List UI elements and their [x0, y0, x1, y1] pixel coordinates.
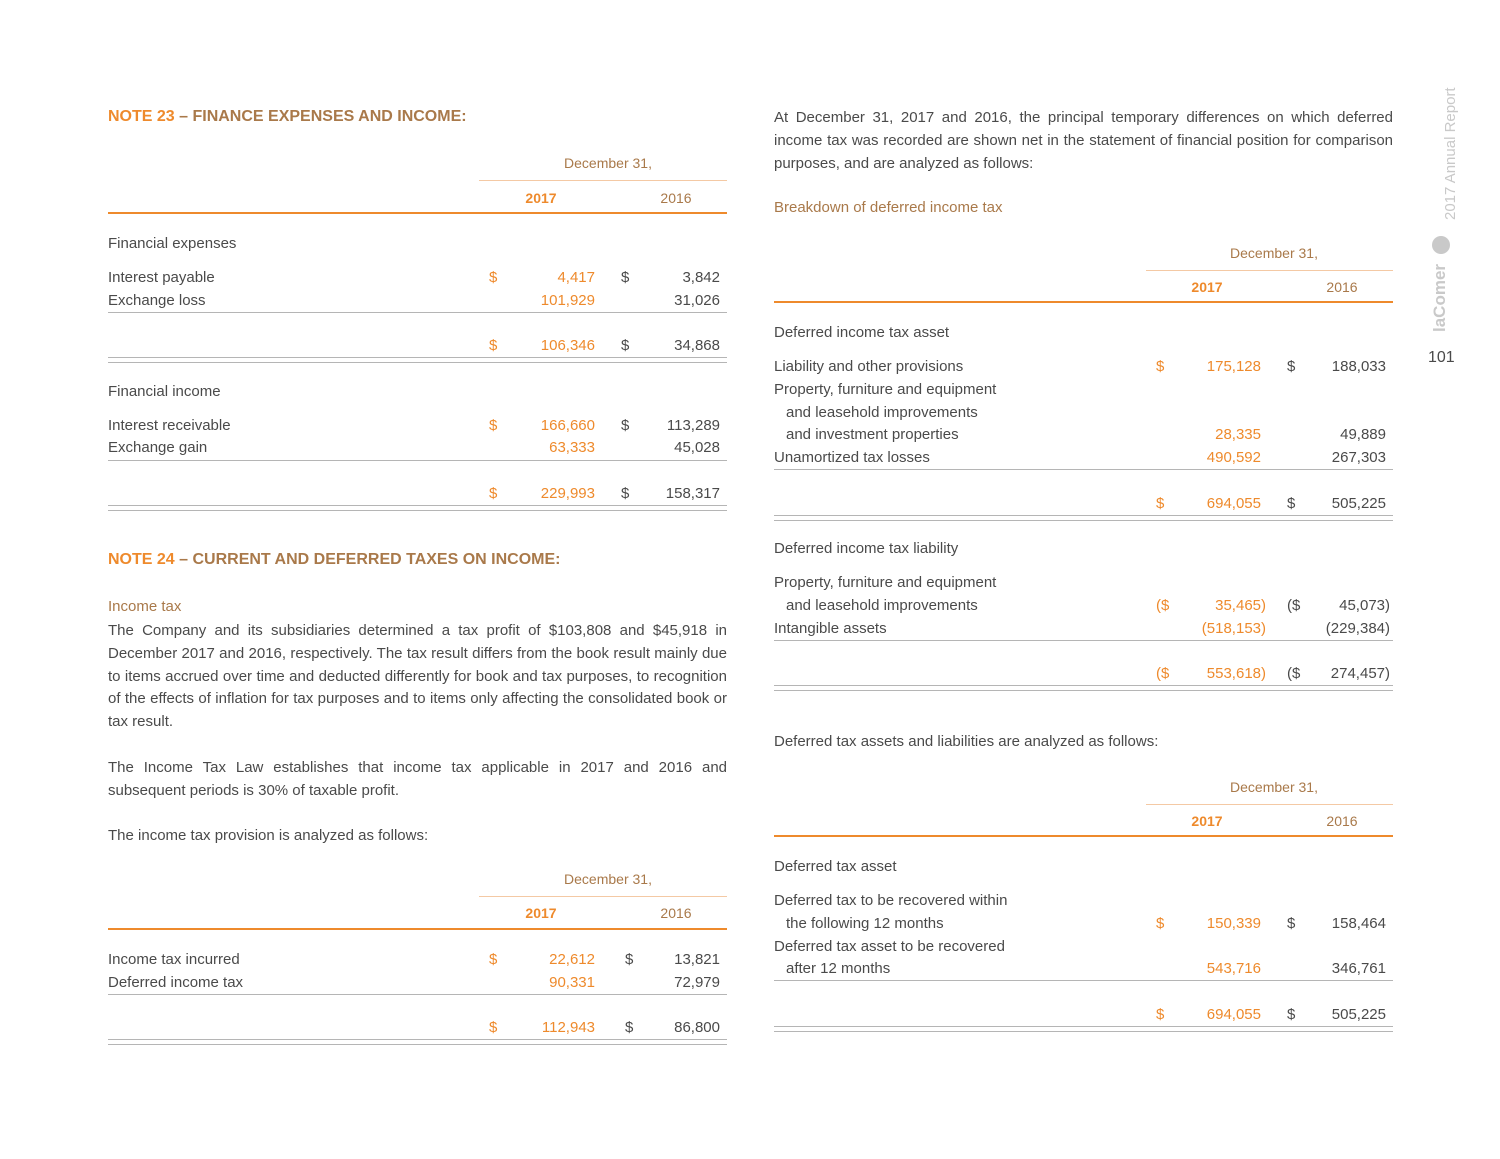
note23-section-expenses: Financial expenses: [108, 235, 237, 252]
value-2016: 45,073): [1339, 597, 1390, 614]
breakdown-col-2017: 2017: [1191, 279, 1223, 295]
note24-period-header: December 31,: [564, 871, 652, 887]
analysis-intro: Deferred tax assets and liabilities are analyzed as follows:: [774, 733, 1159, 750]
note23-row-label: Exchange gain: [108, 439, 208, 456]
note23-col-2016: 2016: [660, 190, 692, 206]
note24-header-rule: [108, 928, 727, 930]
currency-symbol: $: [621, 337, 630, 354]
liability-row-label: Property, furniture and equipment: [774, 574, 997, 591]
note23-col-2017: 2017: [525, 190, 557, 206]
value-2016: 72,979: [674, 974, 720, 991]
liability-subtotal-rule: [774, 640, 1393, 641]
total-2016: 505,225: [1331, 495, 1386, 512]
currency-symbol: $: [1287, 495, 1296, 512]
analysis-col-2017: 2017: [1191, 813, 1223, 829]
liability-total-double-rule: [774, 685, 1393, 691]
total-2016: 158,317: [665, 485, 720, 502]
value-2016: 3,842: [682, 269, 720, 286]
note23-row-label: Exchange loss: [108, 292, 206, 309]
currency-symbol: $: [489, 1019, 498, 1036]
note24-row-label: Income tax incurred: [108, 951, 240, 968]
currency-symbol: ($: [1287, 597, 1301, 614]
breakdown-title: Breakdown of deferred income tax: [774, 199, 1003, 216]
currency-symbol: $: [625, 951, 634, 968]
analysis-period-rule: [1146, 804, 1393, 805]
dta-row-label: Deferred tax to be recovered within: [774, 892, 1008, 909]
note24-title: [108, 551, 560, 569]
liability-section-title: Deferred income tax liability: [774, 540, 959, 557]
note24-number: NOTE 24: [108, 551, 175, 568]
report-title-vertical: 2017 Annual Report: [1442, 87, 1459, 220]
value-2016: 346,761: [1331, 960, 1386, 977]
currency-symbol: $: [489, 337, 498, 354]
dta-subtotal-rule: [774, 980, 1393, 981]
value-2016: 45,028: [674, 439, 720, 456]
dta-row-label-cont: after 12 months: [786, 960, 891, 977]
value-2017: 35,465): [1215, 597, 1266, 614]
asset-subtotal-rule: [774, 469, 1393, 470]
note23-title-text: – FINANCE EXPENSES AND INCOME:: [174, 108, 467, 125]
value-2017: 490,592: [1206, 449, 1261, 466]
note24-col-2017: 2017: [525, 905, 557, 921]
value-2016: 49,889: [1340, 426, 1386, 443]
currency-symbol: $: [625, 1019, 634, 1036]
asset-total-double-rule: [774, 515, 1393, 521]
total-2016: 34,868: [674, 337, 720, 354]
value-2016: 158,464: [1331, 915, 1386, 932]
analysis-header-rule: [774, 835, 1393, 837]
total-2017: 694,055: [1206, 1006, 1261, 1023]
total-2017: 694,055: [1206, 495, 1261, 512]
value-2017: (518,153): [1201, 620, 1266, 637]
breakdown-period-rule: [1146, 270, 1393, 271]
note23-total-double-rule: [108, 357, 727, 363]
total-2016: 505,225: [1331, 1006, 1386, 1023]
dta-row-label: Deferred tax asset to be recovered: [774, 938, 1005, 955]
note23-section-income: Financial income: [108, 383, 221, 400]
currency-symbol: $: [489, 951, 498, 968]
note23-title: [108, 108, 467, 126]
note23-period-rule: [479, 180, 727, 181]
asset-row-label: Property, furniture and equipment: [774, 381, 997, 398]
currency-symbol: $: [1156, 915, 1165, 932]
note24-paragraph: The Company and its subsidiaries determined a tax profit of $103,808 and $45,918 in December 2017 and 2016, respectively. The tax result differs from the book result mainly due to items accrued over time and deducted differently for book and tax purposes, to recognition of the effects of inflation for tax purposes and to items only affecting the consolidated book or tax result.: [108, 622, 727, 731]
asset-section-title: Deferred income tax asset: [774, 324, 950, 341]
currency-symbol: $: [621, 417, 630, 434]
breakdown-col-2016: 2016: [1326, 279, 1358, 295]
total-2017: 229,993: [540, 485, 595, 502]
dta-section-title: Deferred tax asset: [774, 858, 897, 875]
note23-subtotal-rule: [108, 312, 727, 313]
currency-symbol: ($: [1156, 665, 1170, 682]
liability-row-label-cont: and leasehold improvements: [786, 597, 978, 614]
value-2017: 63,333: [549, 439, 595, 456]
currency-symbol: ($: [1156, 597, 1170, 614]
note23-row-label: Interest receivable: [108, 417, 231, 434]
note23-header-rule: [108, 212, 727, 214]
asset-row-label: Unamortized tax losses: [774, 449, 930, 466]
note24-paragraph: The Income Tax Law establishes that income tax applicable in 2017 and 2016 and subsequent periods is 30% of taxable profit.: [108, 759, 727, 799]
right-intro-paragraph: At December 31, 2017 and 2016, the principal temporary differences on which deferred income tax was recorded are shown net in the statement of financial position for comparison purposes, and are analyzed as follows:: [774, 109, 1393, 172]
note24-row-label: Deferred income tax: [108, 974, 244, 991]
currency-symbol: $: [489, 485, 498, 502]
value-2017: 101,929: [540, 292, 595, 309]
note23-number: NOTE 23: [108, 108, 175, 125]
brand-logo-text: laComer: [1430, 263, 1449, 332]
currency-symbol: $: [1287, 358, 1296, 375]
value-2016: (229,384): [1325, 620, 1390, 637]
total-2017: 553,618): [1206, 665, 1266, 682]
total-2016: 274,457): [1330, 665, 1390, 682]
page-number: 101: [1428, 349, 1455, 366]
value-2016: 188,033: [1331, 358, 1386, 375]
currency-symbol: $: [1156, 1006, 1165, 1023]
currency-symbol: $: [1156, 495, 1165, 512]
breakdown-header-rule: [774, 301, 1393, 303]
value-2017: 543,716: [1206, 960, 1261, 977]
total-2016: 86,800: [674, 1019, 720, 1036]
currency-symbol: $: [621, 485, 630, 502]
currency-symbol: $: [1156, 358, 1165, 375]
liability-row-label: Intangible assets: [774, 620, 887, 637]
value-2016: 267,303: [1331, 449, 1386, 466]
value-2017: 166,660: [540, 417, 595, 434]
analysis-period-header: December 31,: [1230, 779, 1318, 795]
note24-subtitle: Income tax: [108, 598, 182, 615]
brand-logo: [1430, 236, 1452, 336]
value-2016: 13,821: [674, 951, 720, 968]
dta-total-double-rule: [774, 1026, 1393, 1032]
currency-symbol: $: [1287, 1006, 1296, 1023]
value-2017: 4,417: [557, 269, 595, 286]
currency-symbol: $: [489, 269, 498, 286]
currency-symbol: $: [489, 417, 498, 434]
note24-col-2016: 2016: [660, 905, 692, 921]
total-2017: 106,346: [540, 337, 595, 354]
asset-row-label: Liability and other provisions: [774, 358, 964, 375]
note24-title-text: – CURRENT AND DEFERRED TAXES ON INCOME:: [174, 551, 561, 568]
value-2017: 22,612: [549, 951, 595, 968]
breakdown-period-header: December 31,: [1230, 245, 1318, 261]
note23-period-header: December 31,: [564, 155, 652, 171]
asset-row-label-cont: and leasehold improvements: [786, 404, 978, 421]
value-2017: 28,335: [1215, 426, 1261, 443]
value-2017: 150,339: [1206, 915, 1261, 932]
note24-total-double-rule: [108, 1039, 727, 1045]
currency-symbol: $: [621, 269, 630, 286]
note23-total-double-rule: [108, 505, 727, 511]
value-2017: 175,128: [1206, 358, 1261, 375]
note23-row-label: Interest payable: [108, 269, 215, 286]
value-2017: 90,331: [549, 974, 595, 991]
dta-row-label-cont: the following 12 months: [786, 915, 944, 932]
note24-period-rule: [479, 896, 727, 897]
currency-symbol: $: [1287, 915, 1296, 932]
sidebar: [1420, 60, 1480, 380]
currency-symbol: ($: [1287, 665, 1301, 682]
note23-subtotal-rule: [108, 460, 727, 461]
asset-row-label-cont: and investment properties: [786, 426, 959, 443]
value-2016: 31,026: [674, 292, 720, 309]
note24-subtotal-rule: [108, 994, 727, 995]
note24-paragraph: The income tax provision is analyzed as follows:: [108, 827, 429, 844]
value-2016: 113,289: [666, 417, 720, 434]
total-2017: 112,943: [541, 1019, 595, 1036]
analysis-col-2016: 2016: [1326, 813, 1358, 829]
